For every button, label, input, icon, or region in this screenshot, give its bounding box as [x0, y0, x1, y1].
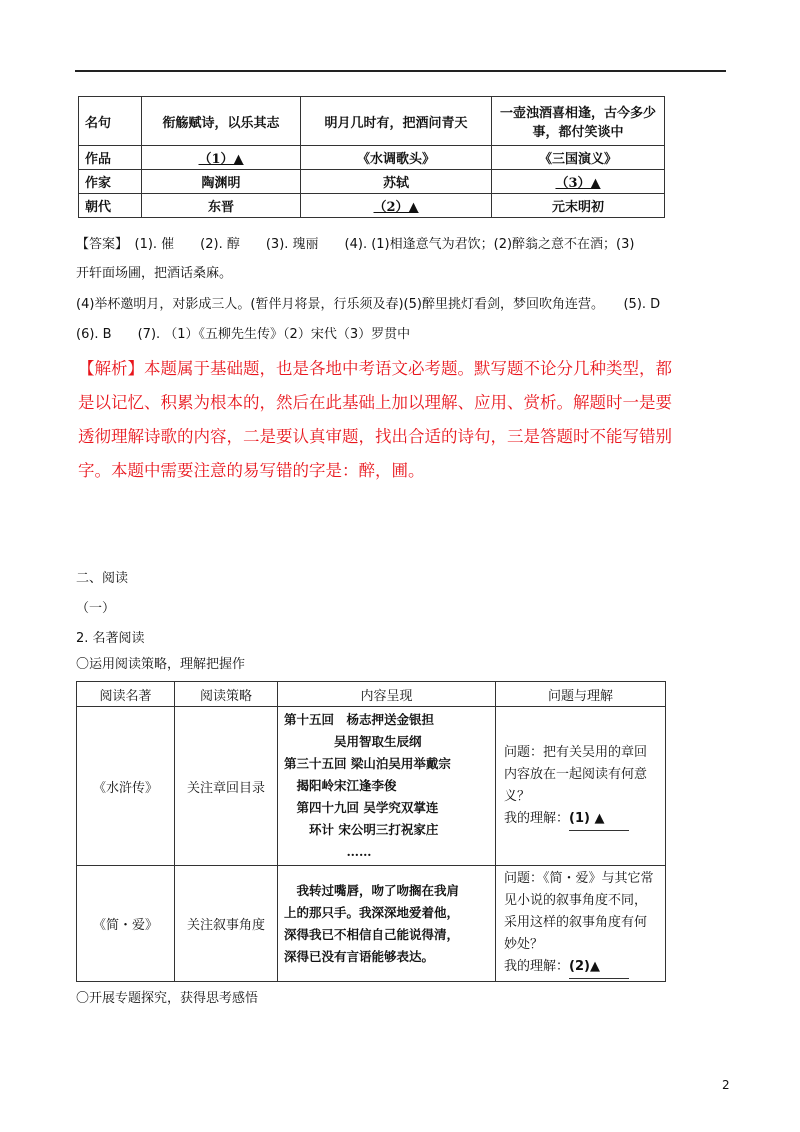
answer-line-4: (6). B (7). （1）《五柳先生传》（2）宋代（3）罗贯中 — [76, 327, 411, 342]
answer-blank-2: (2)▲ — [569, 956, 629, 979]
reading-table — [76, 681, 666, 982]
cell-author-2: 苏轼 — [301, 170, 492, 194]
header-work: 作品 — [79, 146, 142, 170]
poetry-table — [78, 96, 665, 218]
cell-work-1: （1）▲ — [142, 146, 301, 170]
strategy-line: 〇运用阅读策略，理解把握作 — [76, 657, 246, 672]
header-rule — [75, 70, 726, 72]
answer-line-3: (4)举杯邀明月，对影成三人。(暂伴月将景，行乐须及春)(5)醉里挑灯看剑，梦回吹角连营。 (5). D — [76, 297, 661, 312]
book-water-margin: 《水浒传》 — [77, 707, 175, 866]
strategy-chapter-titles: 关注章回目录 — [175, 707, 278, 866]
cell-quote-3: 一壶浊酒喜相逢，古今多少事，都付笑谈中 — [492, 97, 665, 146]
cell-quote-1: 衔觞赋诗，以乐其志 — [142, 97, 301, 146]
section-subtitle: （一） — [76, 601, 116, 616]
header-dynasty: 朝代 — [79, 194, 142, 218]
cell-work-2: 《水调歌头》 — [301, 146, 492, 170]
header-question: 问题与理解 — [496, 682, 666, 707]
cell-dynasty-3: 元末明初 — [492, 194, 665, 218]
cell-quote-2: 明月几时有，把酒问青天 — [301, 97, 492, 146]
cell-dynasty-1: 东晋 — [142, 194, 301, 218]
answer-line-2: 开轩面场圃，把酒话桑麻。 — [76, 266, 233, 281]
analysis-paragraph: 【解析】本题属于基础题，也是各地中考语文必考题。默写题不论分几种类型，都是以记忆、积累为根本的，然后在此基础上加以理解、应用、赏析。解题时一是要透彻理解诗歌的内容，二是要认真审题，找出合适的诗句，三是答题时不能写错别字。本题中需要注意的易写错的字是：醉，圃。 — [78, 359, 672, 480]
cell-author-1: 陶渊明 — [142, 170, 301, 194]
section-title: 二、阅读 — [76, 571, 129, 586]
header-book: 阅读名著 — [77, 682, 175, 707]
header-famous-line: 名句 — [79, 97, 142, 146]
header-strategy: 阅读策略 — [175, 682, 278, 707]
cell-author-3: （3）▲ — [492, 170, 665, 194]
question-cell-1 — [496, 707, 666, 866]
header-author: 作家 — [79, 170, 142, 194]
question-cell-2 — [496, 866, 666, 982]
question-text-2: 问题：《简・爱》与其它常见小说的叙事角度不同，采用这样的叙事角度有何妙处？ — [504, 871, 654, 952]
question-text-1: 问题：把有关吴用的章回内容放在一起阅读有何意义？ — [504, 744, 648, 804]
question-heading: 2. 名著阅读 — [76, 631, 145, 646]
page-number: 2 — [722, 1078, 730, 1092]
content-excerpt: 我转过嘴唇，吻了吻搁在我肩 上的那只手。我深深地爱着他， 深得我已不相信自己能说得清， 深得已没有言语能够表达。 — [278, 866, 496, 982]
content-chapter-list: 第十五回 杨志押送金银担 吴用智取生辰纲 第三十五回 梁山泊吴用举戴宗 揭阳岭宋江逢李俊 第四十九回 吴学究双掌连 环计 宋公明三打祝家庄 …… — [278, 707, 496, 866]
cell-work-3: 《三国演义》 — [492, 146, 665, 170]
explore-line: 〇开展专题探究，获得思考感悟 — [76, 991, 259, 1006]
header-content: 内容呈现 — [278, 682, 496, 707]
answer-label-1: 我的理解： — [504, 810, 570, 826]
answer-line-1: 【答案】 (1). 催 (2). 醇 (3). 瑰丽 (4). (1)相逢意气为君饮；(2)醉翁之意不在酒；(3) — [76, 237, 635, 252]
cell-dynasty-2: （2）▲ — [301, 194, 492, 218]
book-jane-eyre: 《简・爱》 — [77, 866, 175, 982]
answer-blank-1: (1) ▲ — [569, 808, 629, 831]
strategy-narrative-angle: 关注叙事角度 — [175, 866, 278, 982]
answer-label-2: 我的理解： — [504, 959, 570, 974]
